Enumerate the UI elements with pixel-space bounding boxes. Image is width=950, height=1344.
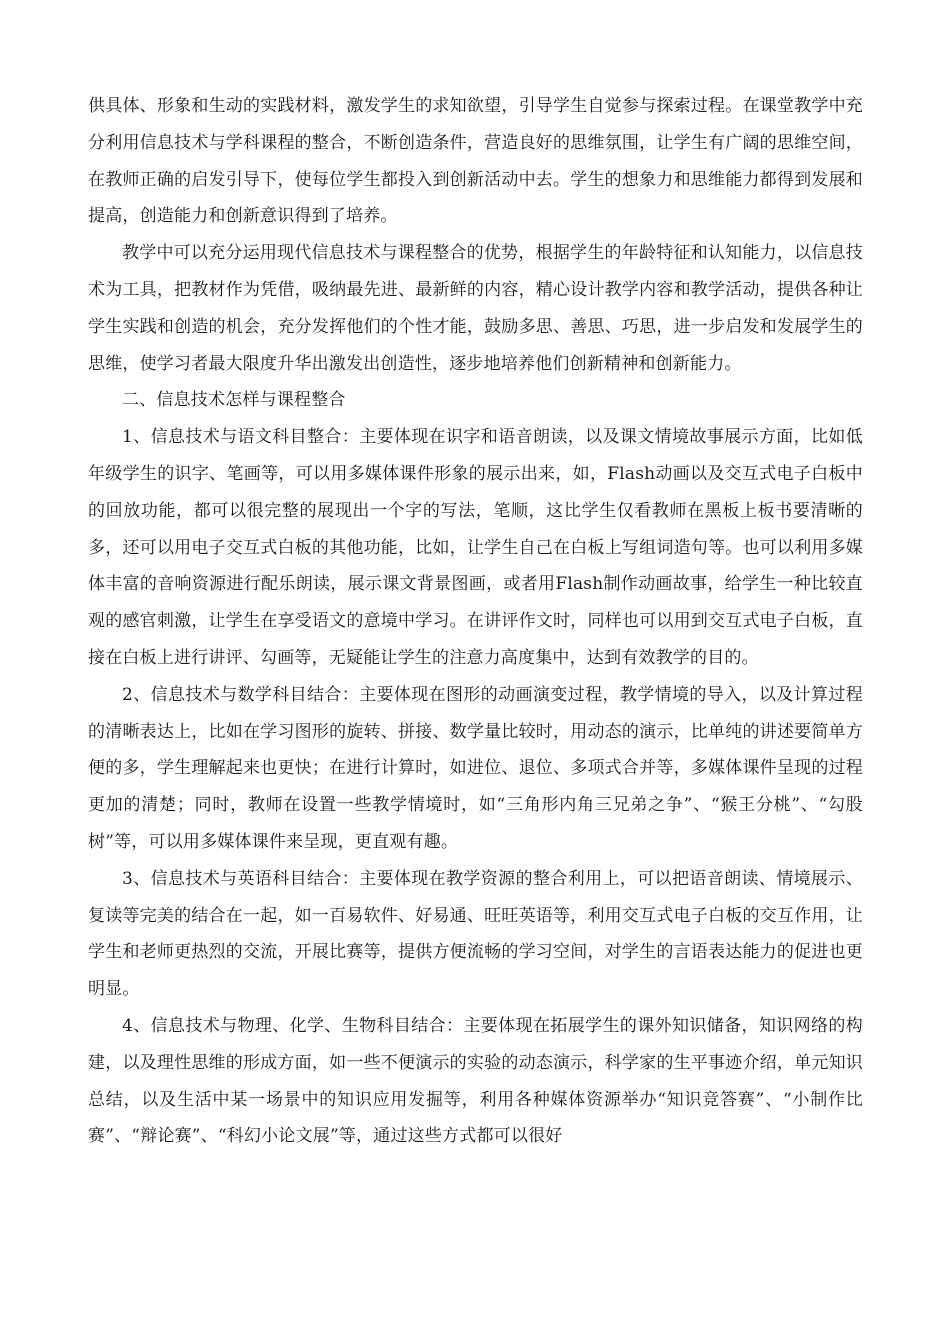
section-heading: 二、信息技术怎样与课程整合 xyxy=(122,390,346,411)
paragraph-teaching-advantages: 教学中可以充分运用现代信息技术与课程整合的优势，根据学生的年龄特征和认知能力，以信息技术为工具，把教材作为凭借，吸纳最先进、最新鲜的内容，精心设计教学内容和教学活动，提供各种让学生实践和创造的机会，充分发挥他们的个性才能，鼓励多思、善思、巧思，进一步启发和发展学生的思维，使学习者最大限度升华出激发出创造性，逐步地培养他们创新精神和创新能力。 xyxy=(88,243,863,374)
paragraph-english-subject: 3、信息技术与英语科目结合：主要体现在教学资源的整合利用上，可以把语音朗读、情境展示、复读等完美的结合在一起，如一百易软件、好易通、旺旺英语等，利用交互式电子白板的交互作用，让学生和老师更热烈的交流，开展比赛等，提供方便流畅的学习空间，对学生的言语表达能力的促进也更明显。 xyxy=(88,868,863,1000)
paragraph-chinese-subject: 1、信息技术与语文科目整合：主要体现在识字和语音朗读，以及课文情境故事展示方面，比如低年级学生的识字、笔画等，可以用多媒体课件形象的展示出来，如，Flash动画以及交互式电子白板中的回放功能，都可以很完整的展现出一个字的写法，笔顺，这比学生仅看教师在黑板上板书要清晰的多，还可以用电子交互式白板的其他功能，比如，让学生自己在白板上写组词造句等。也可以利用多媒体丰富的音响资源进行配乐朗读，展示课文背景图画，或者用Flash制作动画故事，给学生一种比较直观的感官刺激，让学生在享受语文的意境中学习。在讲评作文时，同样也可以用到交互式电子白板，直接在白板上进行讲评、勾画等，无疑能让学生的注意力高度集中，达到有效教学的目的。 xyxy=(88,427,863,668)
paragraph-math-subject: 2、信息技术与数学科目结合：主要体现在图形的动画演变过程，教学情境的导入，以及计算过程的清晰表达上，比如在学习图形的旋转、拼接、数学量比较时，用动态的演示，比单纯的讲述要简单方便的多，学生理解起来也更快；在进行计算时，如进位、退位、多项式合并等，多媒体课件呈现的过程更加的清楚；同时，教师在设置一些教学情境时，如“三角形内角三兄弟之争”、“猴王分桃”、“勾股树”等，可以用多媒体课件来呈现，更直观有趣。 xyxy=(88,684,863,852)
paragraph-science-subjects: 4、信息技术与物理、化学、生物科目结合：主要体现在拓展学生的课外知识储备，知识网络的构建，以及理性思维的形成方面，如一些不便演示的实验的动态演示，科学家的生平事迹介绍，单元知识总结，以及生活中某一场景中的知识应用发掘等，利用各种媒体资源举办“知识竞答赛”、“小制作比赛”、“辩论赛”、“科幻小论文展”等，通过这些方式都可以很好 xyxy=(88,1015,863,1147)
document-page xyxy=(88,88,863,1155)
paragraph-continued-intro: 供具体、形象和生动的实践材料，激发学生的求知欲望，引导学生自觉参与探索过程。在课堂教学中充分利用信息技术与学科课程的整合，不断创造条件，营造良好的思维氛围，让学生有广阔的思维空间，在教师正确的启发引导下，使每位学生都投入到创新活动中去。学生的想象力和思维能力都得到发展和提高，创造能力和创新意识得到了培养。 xyxy=(88,96,863,227)
